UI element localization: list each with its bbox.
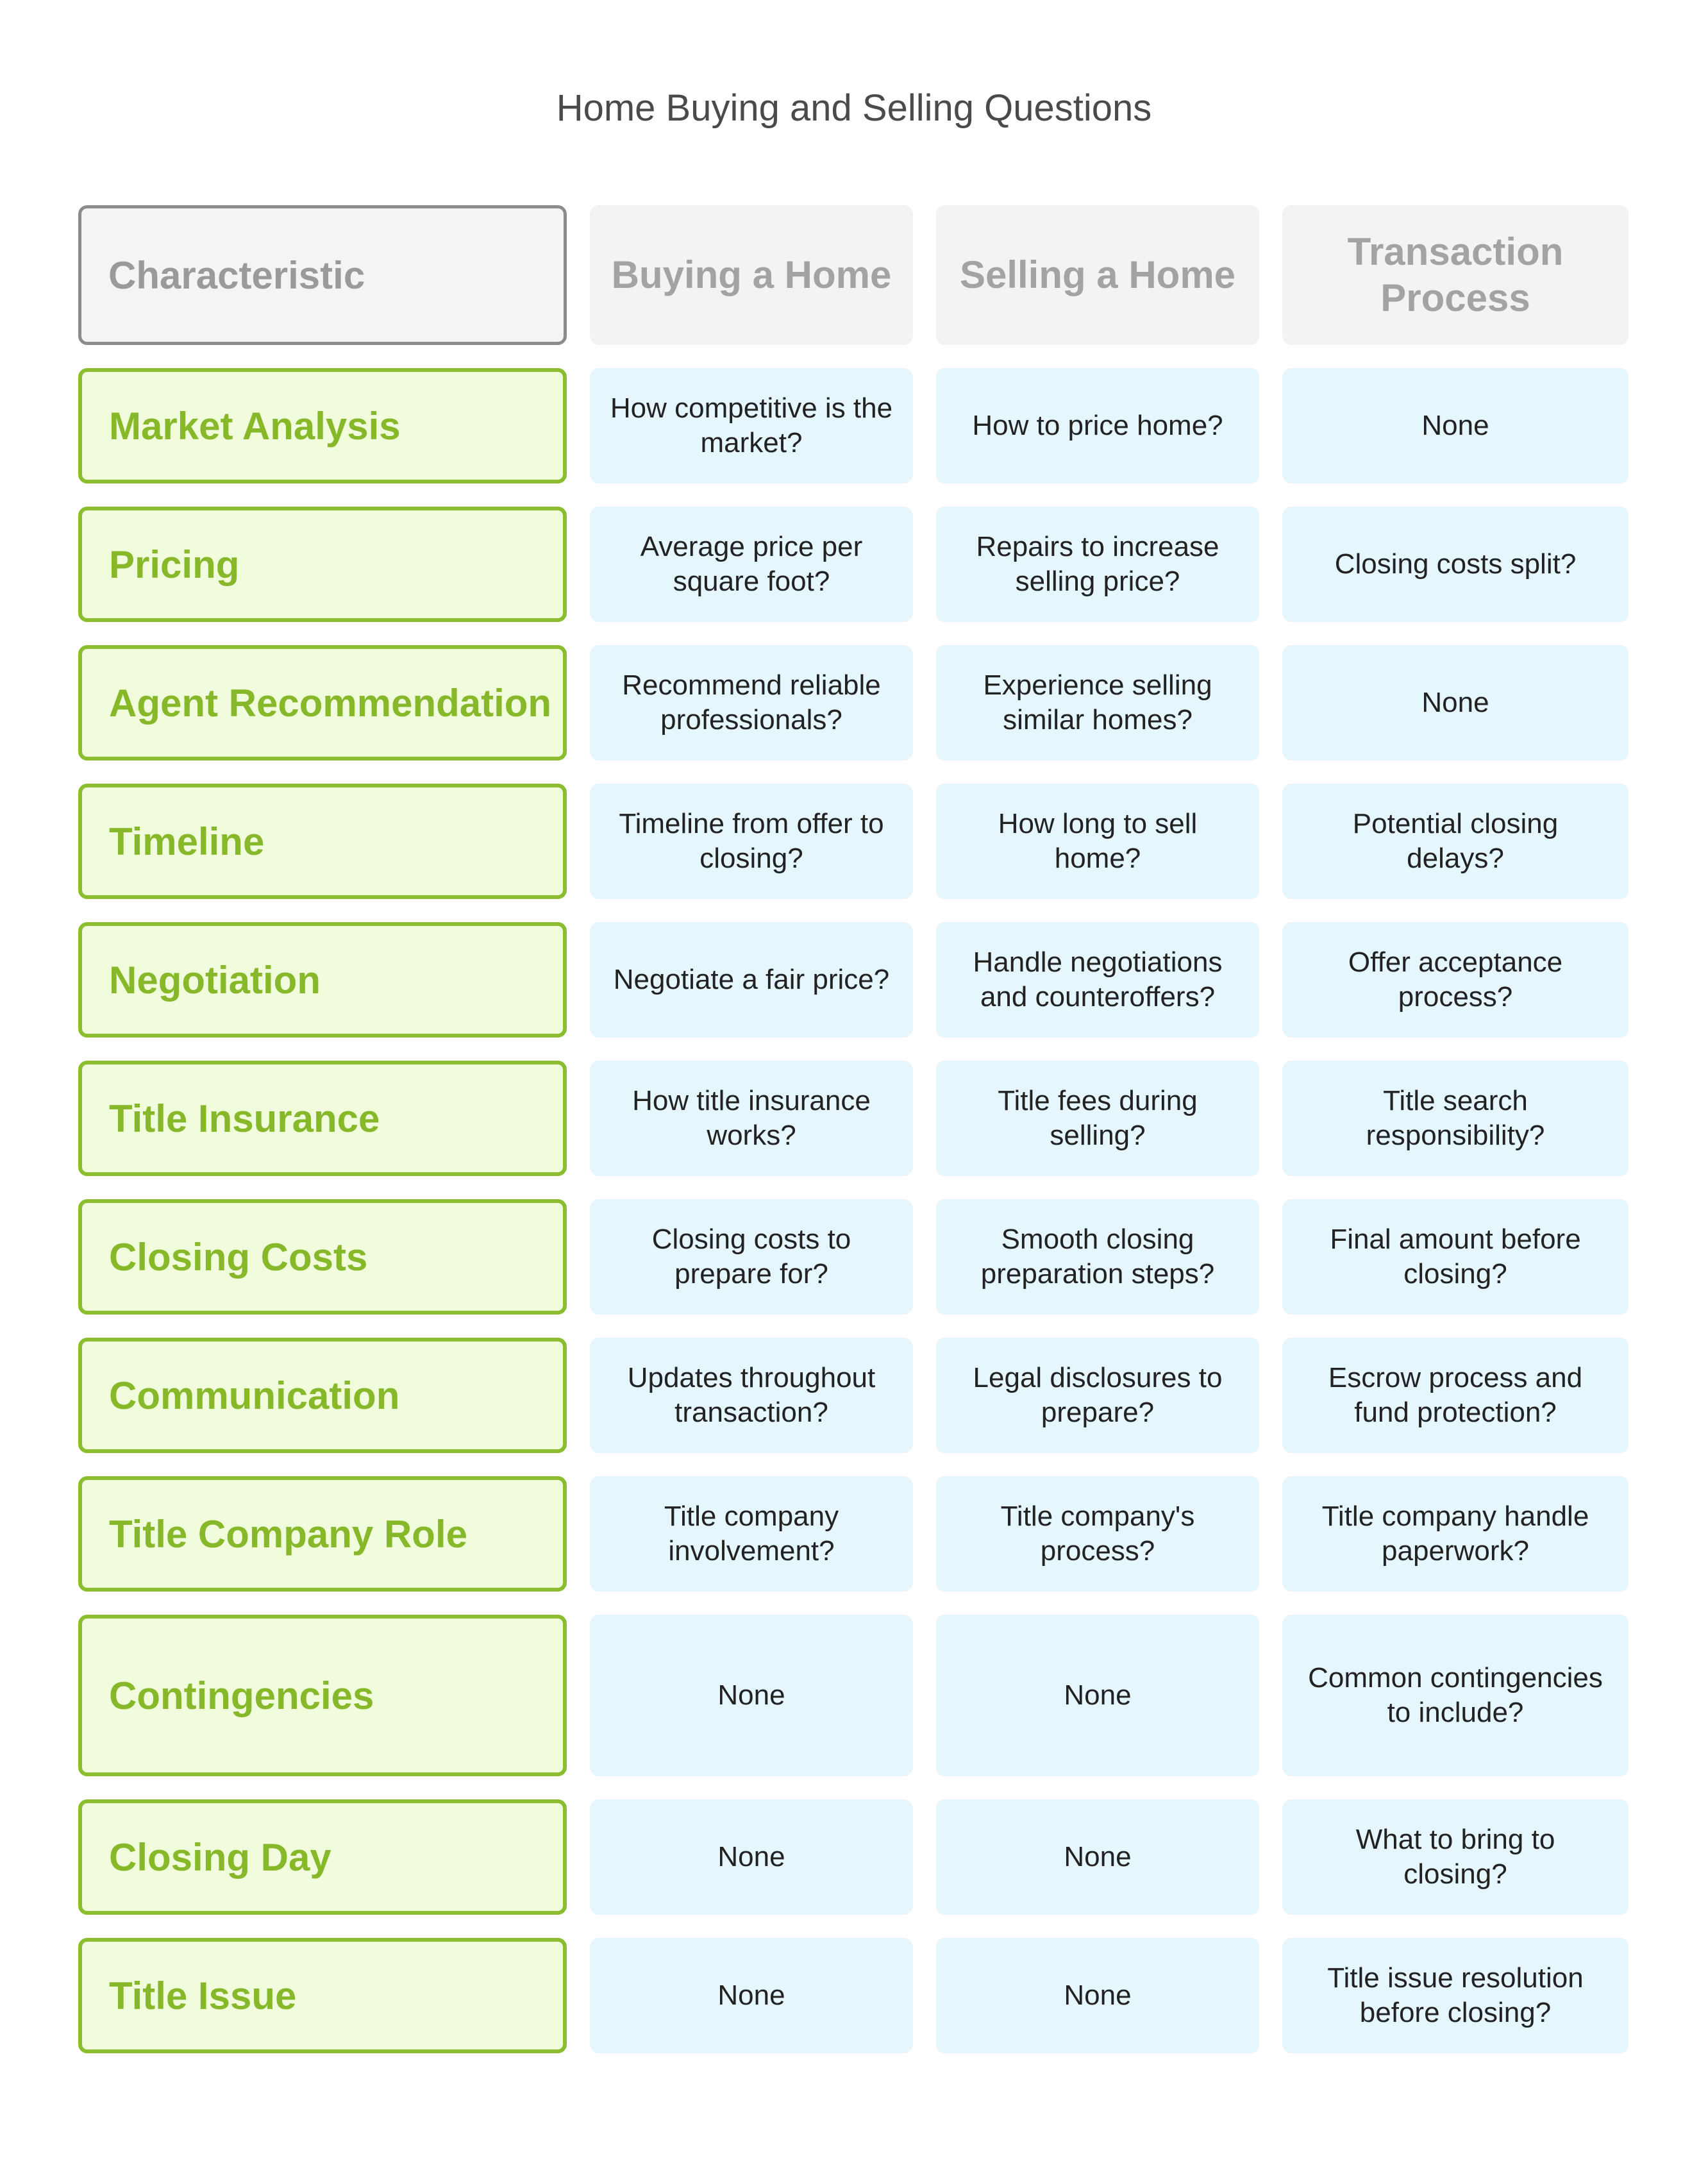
table-cell: None — [1282, 368, 1628, 484]
table-cell: Title company involvement? — [590, 1476, 913, 1592]
row-label-title-company-role: Title Company Role — [78, 1476, 567, 1592]
table-cell: None — [590, 1615, 913, 1776]
header-buying: Buying a Home — [590, 205, 913, 345]
table-cell: Title company handle paperwork? — [1282, 1476, 1628, 1592]
table-cell: How to price home? — [936, 368, 1259, 484]
table-cell: Smooth closing preparation steps? — [936, 1199, 1259, 1315]
table-cell: None — [936, 1799, 1259, 1915]
row-label-negotiation: Negotiation — [78, 922, 567, 1038]
table-cell: Title company's process? — [936, 1476, 1259, 1592]
table-cell: Escrow process and fund protection? — [1282, 1338, 1628, 1453]
row-label-title-insurance: Title Insurance — [78, 1061, 567, 1176]
table-cell: How title insurance works? — [590, 1061, 913, 1176]
table-cell: Title fees during selling? — [936, 1061, 1259, 1176]
table-cell: Title search responsibility? — [1282, 1061, 1628, 1176]
table-cell: Closing costs split? — [1282, 507, 1628, 622]
row-label-closing-day: Closing Day — [78, 1799, 567, 1915]
row-label-contingencies: Contingencies — [78, 1615, 567, 1776]
table-cell: Common contingencies to include? — [1282, 1615, 1628, 1776]
table-cell: Final amount before closing? — [1282, 1199, 1628, 1315]
table-cell: How long to sell home? — [936, 784, 1259, 899]
table-cell: Repairs to increase selling price? — [936, 507, 1259, 622]
table-cell: Handle negotiations and counteroffers? — [936, 922, 1259, 1038]
table-cell: Potential closing delays? — [1282, 784, 1628, 899]
table-cell: Experience selling similar homes? — [936, 645, 1259, 761]
row-label-timeline: Timeline — [78, 784, 567, 899]
header-characteristic: Characteristic — [78, 205, 567, 345]
table-cell: None — [590, 1799, 913, 1915]
table-cell: Updates throughout transaction? — [590, 1338, 913, 1453]
table-cell: What to bring to closing? — [1282, 1799, 1628, 1915]
table-cell: Negotiate a fair price? — [590, 922, 913, 1038]
comparison-table — [78, 205, 1628, 2053]
row-label-title-issue: Title Issue — [78, 1938, 567, 2053]
row-label-agent-recommendation: Agent Recommendation — [78, 645, 567, 761]
table-cell: Timeline from offer to closing? — [590, 784, 913, 899]
table-cell: Offer acceptance process? — [1282, 922, 1628, 1038]
header-selling: Selling a Home — [936, 205, 1259, 345]
row-label-communication: Communication — [78, 1338, 567, 1453]
table-cell: Closing costs to prepare for? — [590, 1199, 913, 1315]
row-label-market-analysis: Market Analysis — [78, 368, 567, 484]
row-label-closing-costs: Closing Costs — [78, 1199, 567, 1315]
table-cell: None — [936, 1615, 1259, 1776]
header-transaction: Transaction Process — [1282, 205, 1628, 345]
table-cell: None — [1282, 645, 1628, 761]
page-title: Home Buying and Selling Questions — [556, 87, 1152, 129]
table-cell: Title issue resolution before closing? — [1282, 1938, 1628, 2053]
table-cell: Legal disclosures to prepare? — [936, 1338, 1259, 1453]
table-cell: How competitive is the market? — [590, 368, 913, 484]
table-cell: None — [590, 1938, 913, 2053]
table-cell: Average price per square foot? — [590, 507, 913, 622]
row-label-pricing: Pricing — [78, 507, 567, 622]
table-cell: None — [936, 1938, 1259, 2053]
table-cell: Recommend reliable professionals? — [590, 645, 913, 761]
